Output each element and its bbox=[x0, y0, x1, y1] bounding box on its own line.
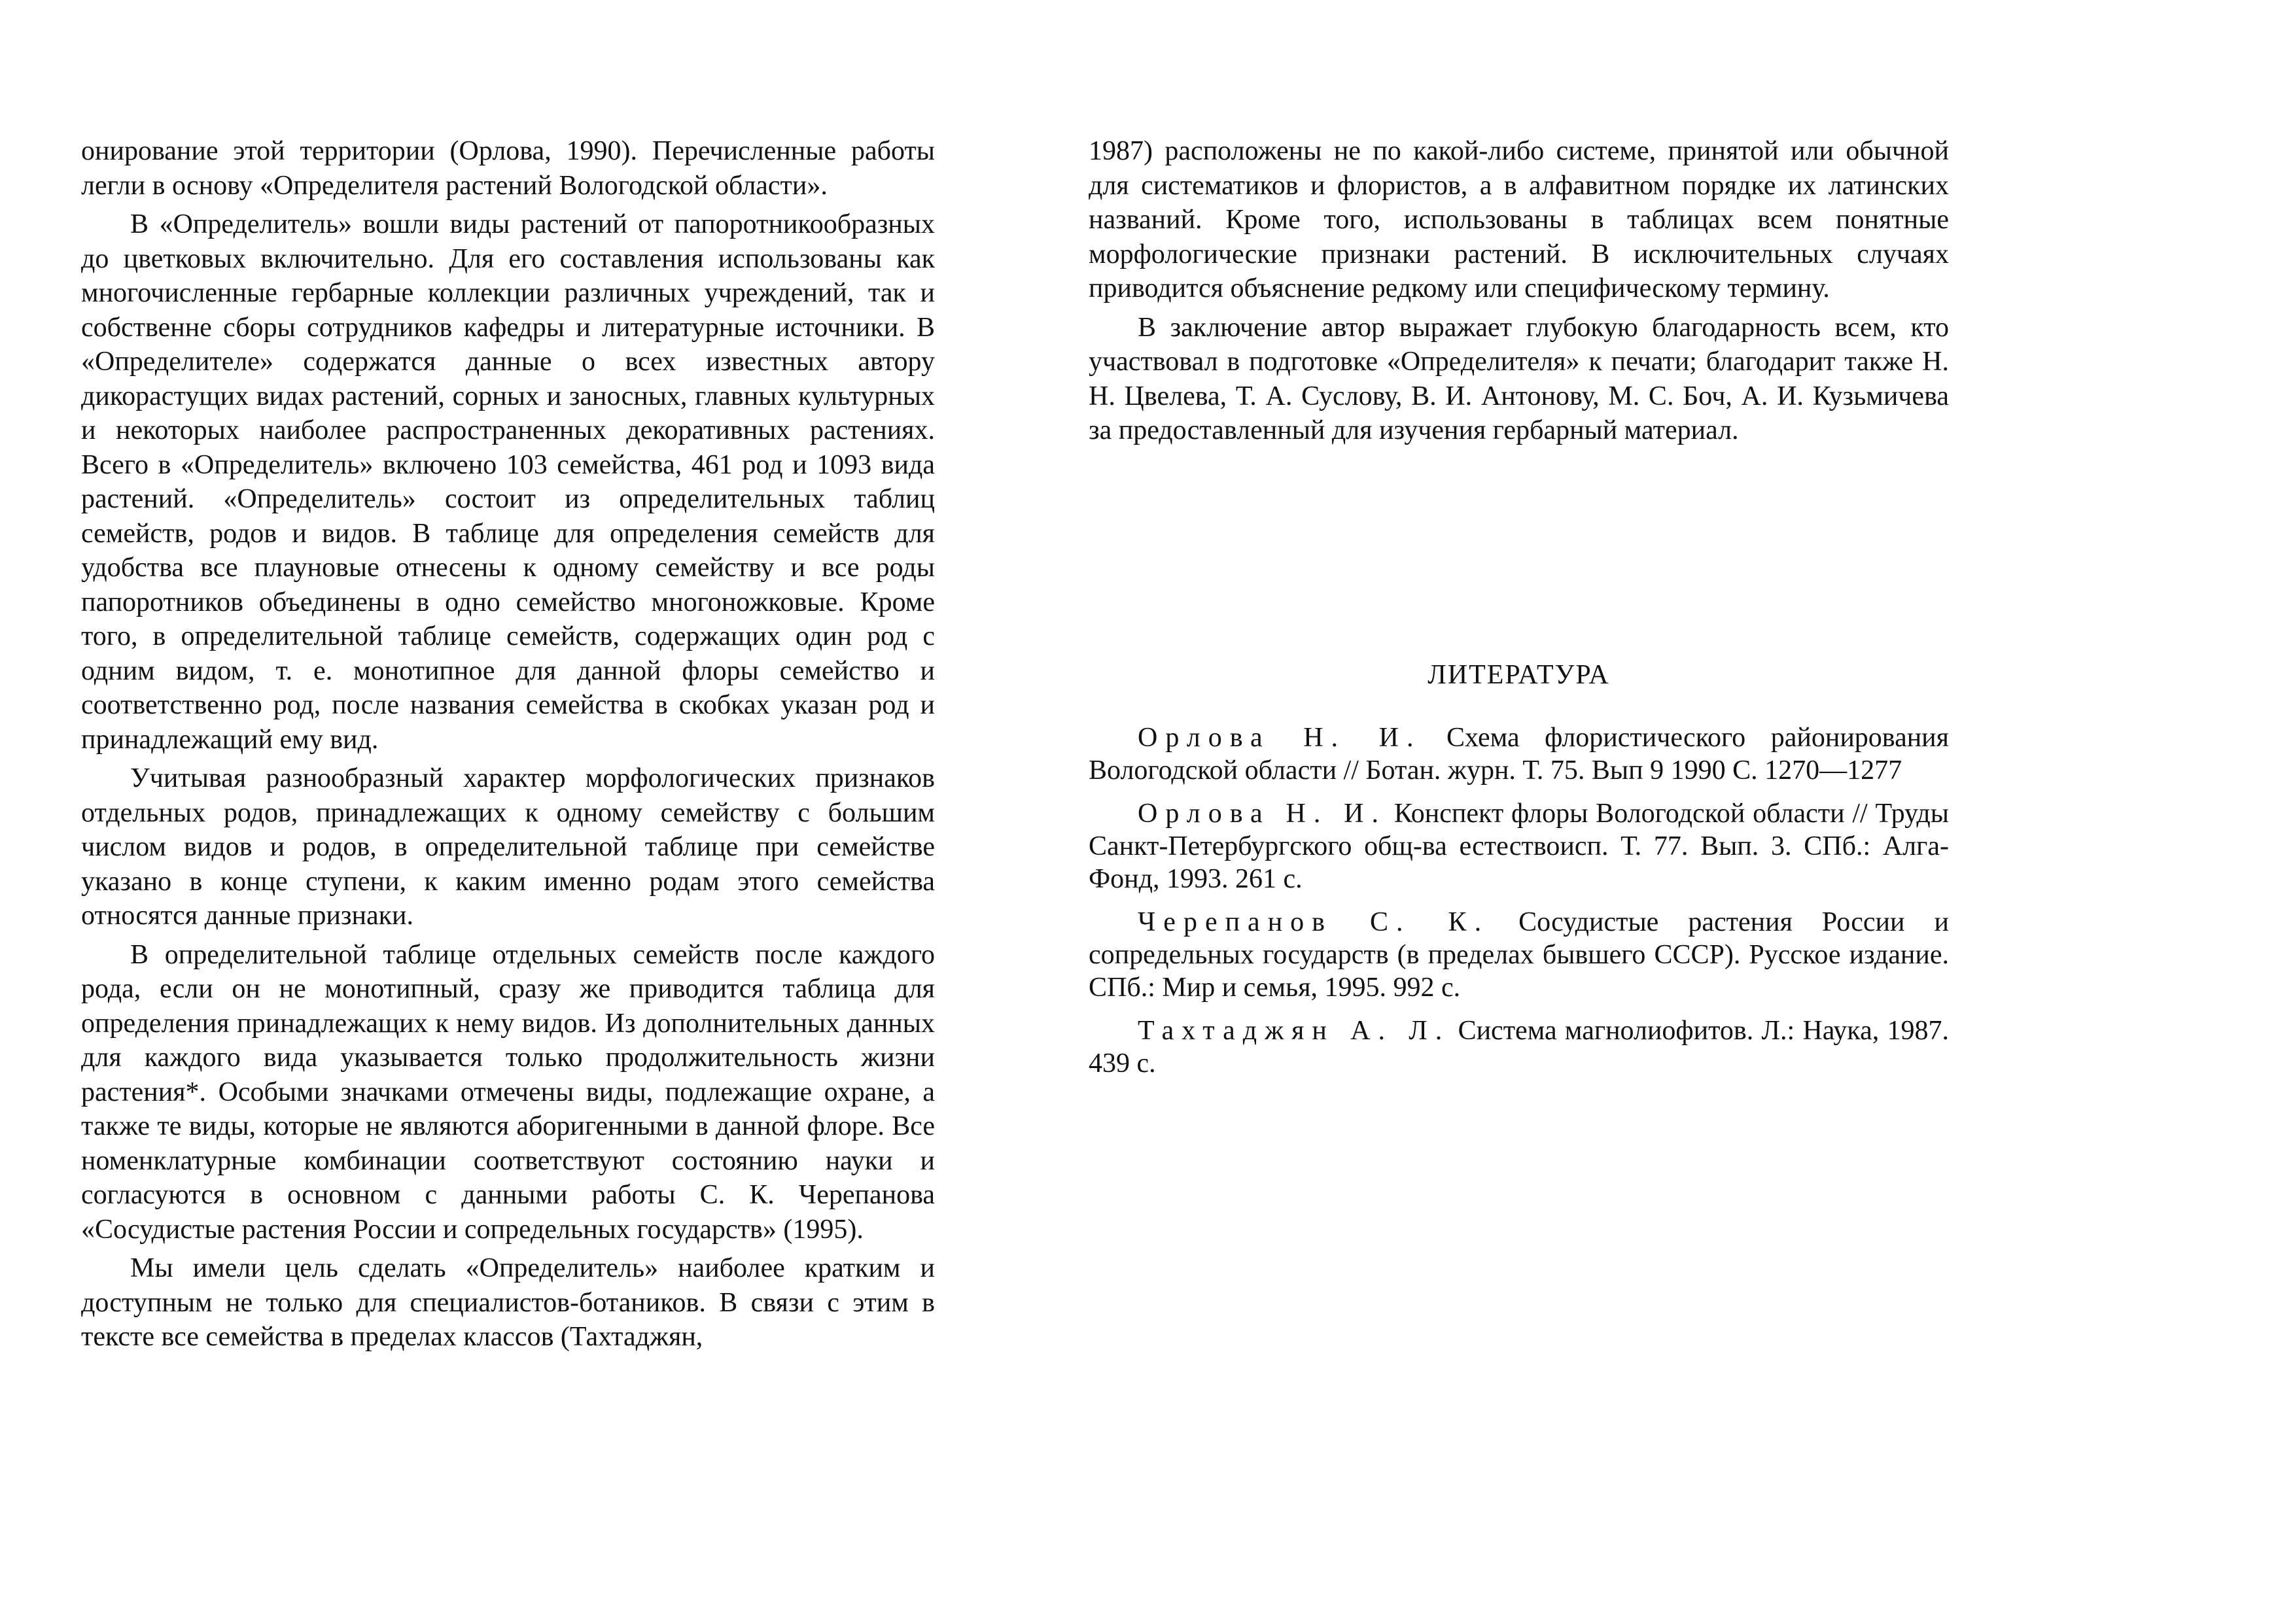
paragraph: В определительной таблице отдельных семейств после каждого рода, если он не монотипный, сразу же приводится таблица для определения принадлежащих к нему видов. Из дополнительных данных для каждого вида указывается только продолжительность жизни растения*. Особыми значками отмечены виды, подлежащие охране, а также те виды, которые не являются аборигенными в данной флоре. Все номенклатурные комбинации соответствуют состоянию науки и согласуются в основном с данными работы С. К. Черепанова «Сосудистые растения России и сопредельных государств» (1995). bbox=[81, 939, 935, 1245]
reference-item bbox=[1089, 721, 1949, 787]
reference-author: Орлова Н. И. bbox=[1138, 799, 1386, 829]
paragraph: В заключение автор выражает глубокую благодарность всем, кто участвовал в подготовке «Определителя» к печати; благодарит также Н. Н. Цвелева, Т. А. Суслову, В. И. Антонову, М. С. Боч, А. И. Кузьмичева за предоставленный для изучения гербарный материал. bbox=[1089, 312, 1949, 445]
left-text-column bbox=[81, 134, 935, 1359]
paragraph: онирование этой территории (Орлова, 1990). Перечисленные работы легли в основу «Определителя растений Вологодской области». bbox=[81, 136, 935, 201]
reference-text: Схема флористического районирования Вологодской области // Ботан. журн. Т. 75. Вып 9 1990 С. 1270—1277 bbox=[1089, 723, 1949, 786]
reference-item bbox=[1089, 906, 1949, 1004]
reference-author: Тахтаджян А. Л. bbox=[1138, 1016, 1450, 1046]
paragraph: В «Определитель» вошли виды растений от папоротникообразных до цветковых включительно. Для его составления использованы как многочисленные гербарные коллекции различных учреждений, так и собственне сборы сотрудников кафедры и литературные источники. В «Определителе» содержатся данные о всех известных автору дикорастущих видах растений, сорных и заносных, главных культурных и некоторых наиболее распространенных декоративных растениях. Всего в «Определитель» включено 103 семейства, 461 род и 1093 вида растений. «Определитель» состоит из определительных таблиц семейств, родов и видов. В таблице для определения семейств для удобства все плауновые отнесены к одному семейству и все роды папоротников объединены в одно семейство многоножковые. Кроме того, в определительной таблице семейств, содержащих один род с одним видом, т. е. монотипное для данной флоры семейство и соответственно род, после названия семейства в скобках указан род и принадлежащий ему вид. bbox=[81, 209, 935, 755]
reference-text: Конспект флоры Вологодской области // Труды Санкт-Петербургского общ-ва естествоисп. Т. 77. Вып. 3. СПб.: Алга-Фонд, 1993. 261 с. bbox=[1089, 799, 1949, 894]
paragraph: Учитывая разнообразный характер морфологических признаков отдельных родов, принадлежащих к одному семейству с большим числом видов и родов, в определительной таблице при семействе указано в конце ступени, к каким именно родам этого семейства относятся данные признаки. bbox=[81, 763, 935, 931]
reference-text: Система магнолиофитов. Л.: Наука, 1987. 439 с. bbox=[1089, 1016, 1949, 1079]
right-text-column bbox=[1089, 134, 1949, 453]
paragraph: 1987) расположены не по какой-либо системе, принятой или обычной для систематиков и флористов, а в алфавитном порядке их латинских названий. Кроме того, использованы в таблицах всем понятные морфологические признаки растений. В исключительных случаях приводится объяснение редкому или специфическому термину. bbox=[1089, 136, 1949, 303]
reference-list bbox=[1089, 721, 1949, 1090]
reference-author: Орлова Н. И. bbox=[1138, 723, 1422, 753]
reference-item bbox=[1089, 797, 1949, 895]
reference-author: Черепанов С. К. bbox=[1138, 907, 1490, 937]
literature-heading: ЛИТЕРАТУРА bbox=[1428, 660, 1610, 690]
reference-item bbox=[1089, 1014, 1949, 1080]
paragraph: Мы имели цель сделать «Определитель» наиболее кратким и доступным не только для специалистов-ботаников. В связи с этим в тексте все семейства в пределах классов (Тахтаджян, bbox=[81, 1253, 935, 1352]
reference-text: Сосудистые растения России и сопредельных государств (в пределах бывшего СССР). Русское издание. СПб.: Мир и семья, 1995. 992 с. bbox=[1089, 907, 1949, 1003]
